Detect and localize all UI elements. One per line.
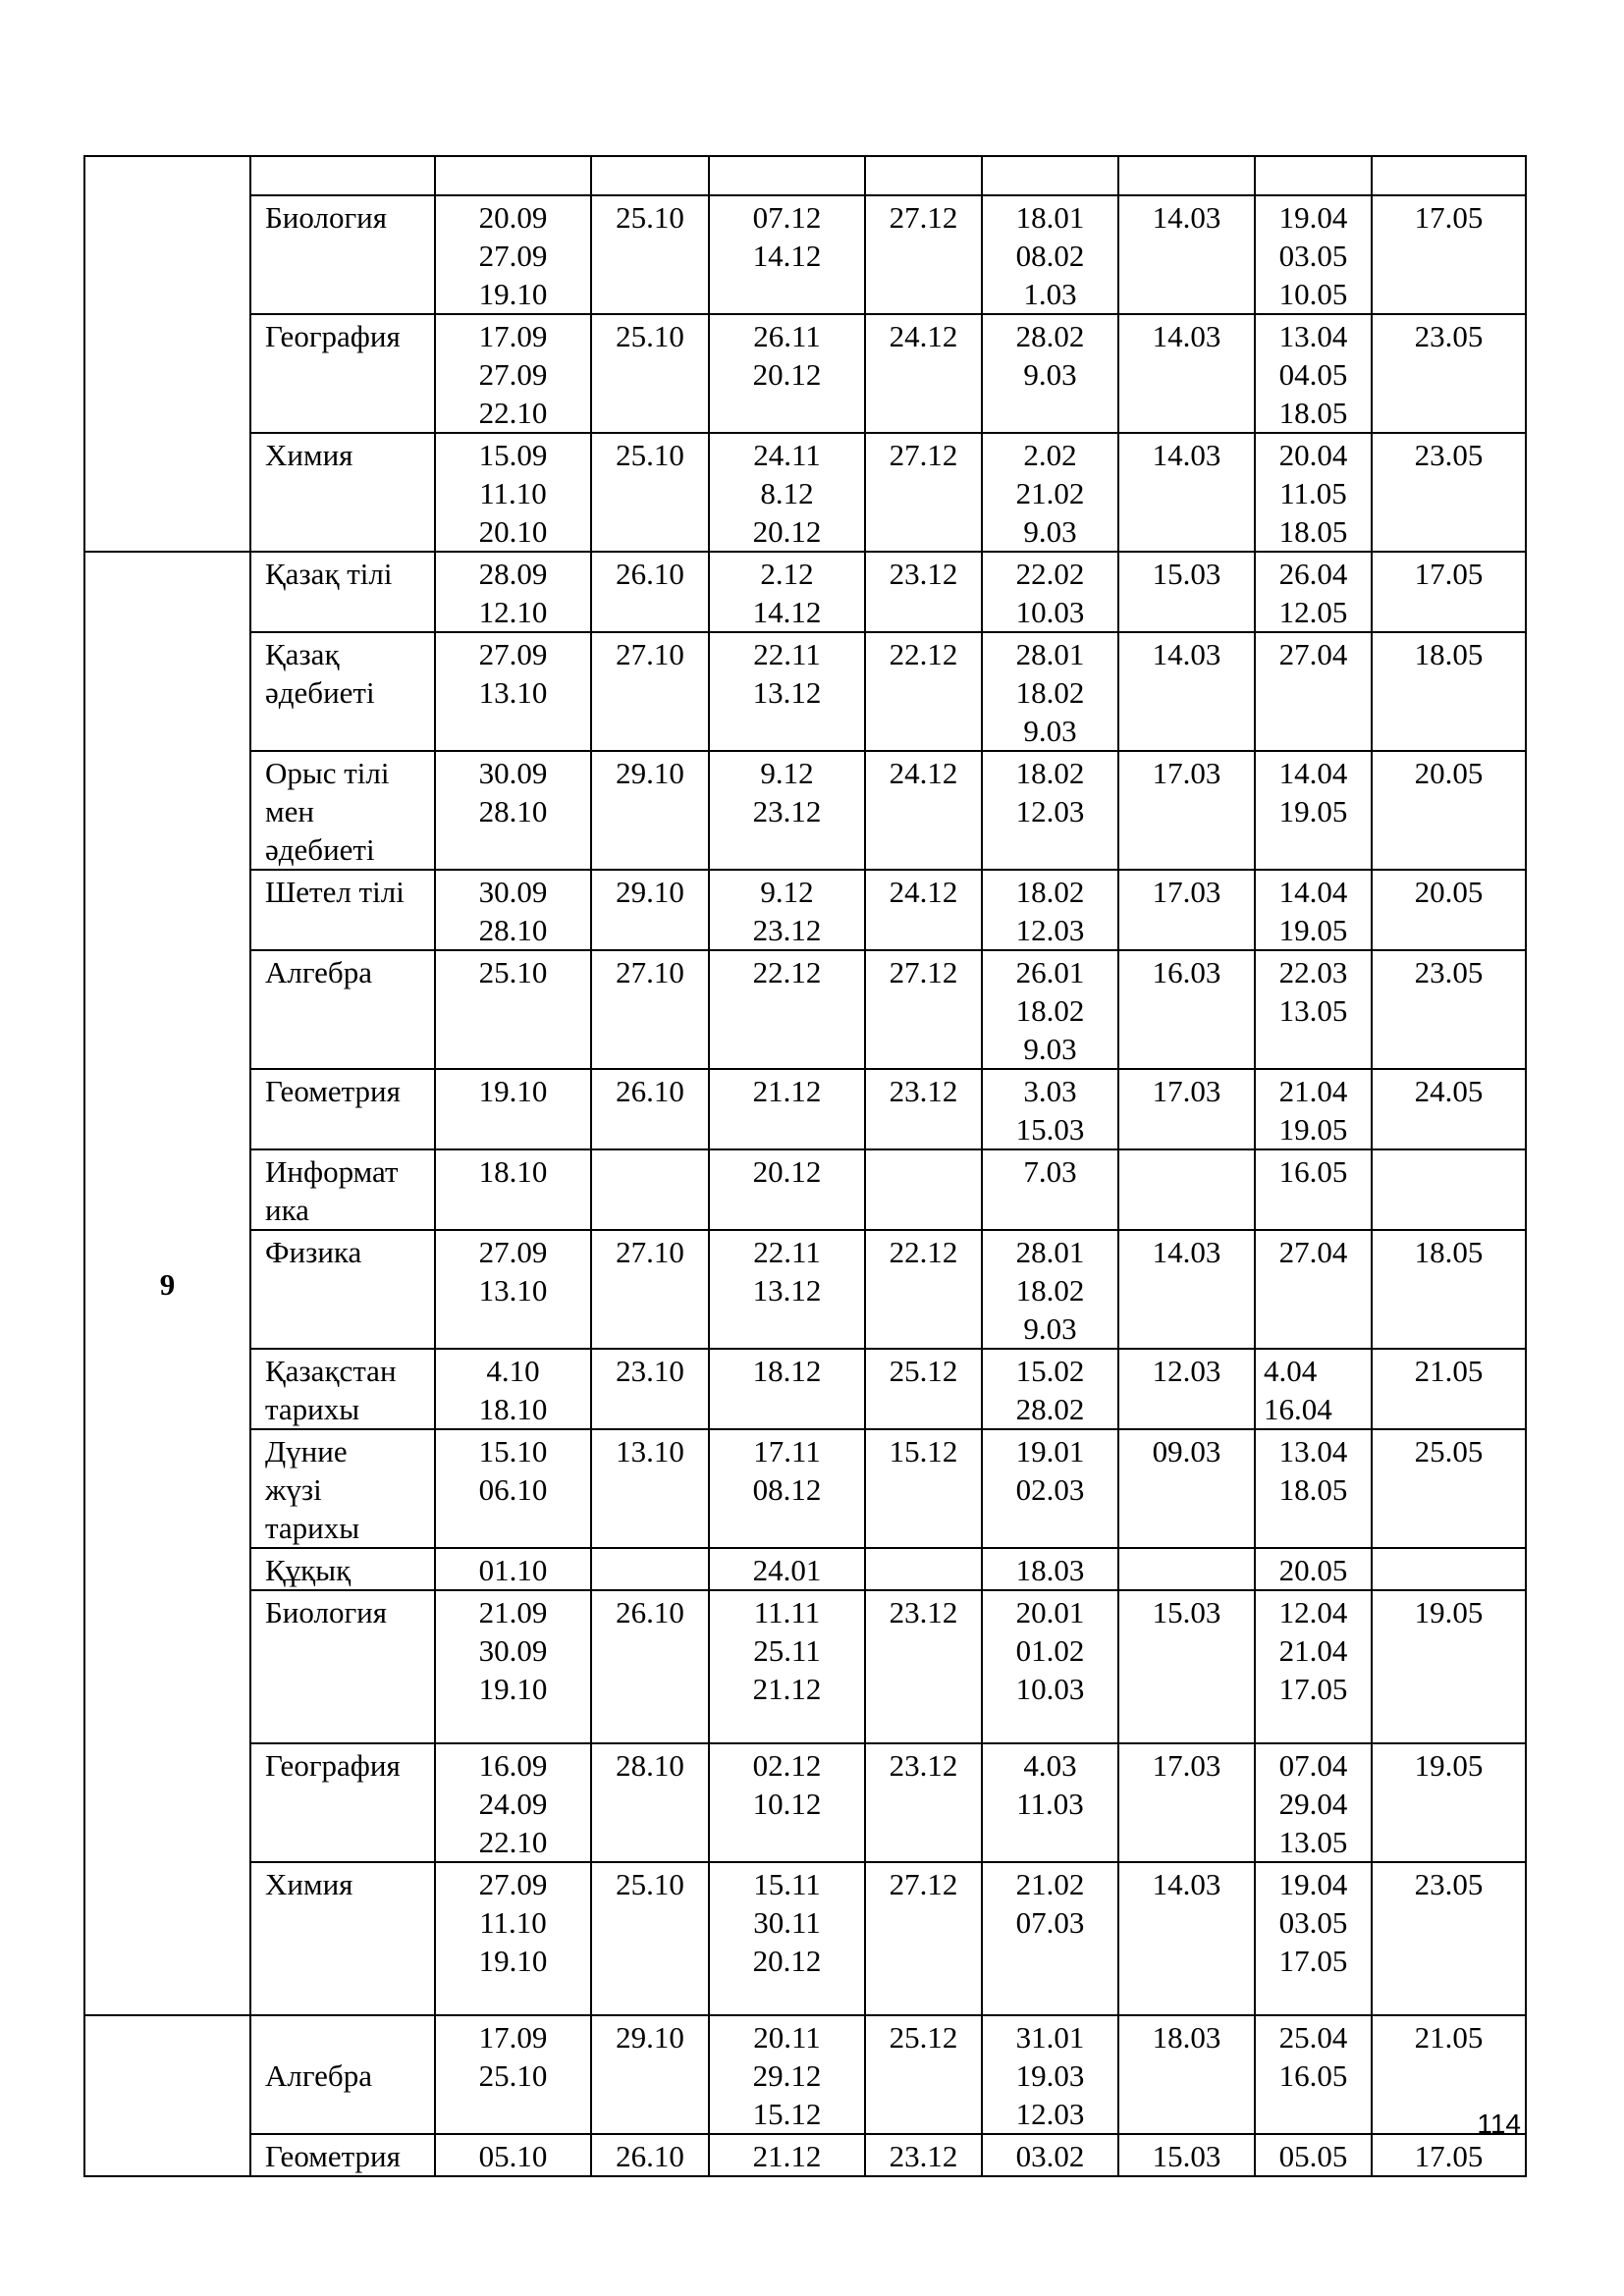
subject-cell: Дүние жүзі тарихы	[250, 1429, 435, 1548]
date-cell: 17.09 25.10	[435, 2015, 591, 2134]
date-cell: 12.04 21.04 17.05	[1255, 1590, 1372, 1743]
date-cell: 26.10	[591, 1590, 709, 1743]
date-cell: 21.05	[1372, 1349, 1526, 1429]
table-row	[84, 2015, 1526, 2134]
date-cell: 23.12	[865, 2134, 982, 2176]
date-cell	[1372, 1149, 1526, 1230]
date-cell: 18.05	[1372, 632, 1526, 751]
table-row	[84, 1349, 1526, 1429]
date-cell: 15.03	[1118, 2134, 1255, 2176]
date-cell: 18.05	[1372, 1230, 1526, 1349]
date-cell: 24.12	[865, 314, 982, 433]
subject-cell: Информат ика	[250, 1149, 435, 1230]
date-cell: 17.03	[1118, 751, 1255, 870]
subject-cell: Алгебра	[250, 950, 435, 1069]
table-row	[84, 1548, 1526, 1590]
date-cell: 27.12	[865, 950, 982, 1069]
date-cell: 05.10	[435, 2134, 591, 2176]
date-cell: 3.03 15.03	[982, 1069, 1118, 1149]
date-cell: 25.10	[591, 195, 709, 314]
date-cell: 20.12	[709, 1149, 865, 1230]
date-cell: 9.12 23.12	[709, 870, 865, 950]
date-cell: 19.10	[435, 1069, 591, 1149]
date-cell: 25.10	[591, 433, 709, 552]
date-cell: 19.01 02.03	[982, 1429, 1118, 1548]
date-cell: 22.11 13.12	[709, 1230, 865, 1349]
date-cell: 18.02 12.03	[982, 751, 1118, 870]
date-cell: 13.04 18.05	[1255, 1429, 1372, 1548]
date-cell: 4.10 18.10	[435, 1349, 591, 1429]
date-cell: 25.04 16.05	[1255, 2015, 1372, 2134]
date-cell: 15.03	[1118, 552, 1255, 632]
date-cell: 18.03	[982, 1548, 1118, 1590]
header-cell	[591, 156, 709, 195]
date-cell: 25.10	[435, 950, 591, 1069]
date-cell: 05.05	[1255, 2134, 1372, 2176]
date-cell: 20.05	[1255, 1548, 1372, 1590]
header-cell	[982, 156, 1118, 195]
date-cell: 23.05	[1372, 1862, 1526, 2015]
date-cell: 22.12	[709, 950, 865, 1069]
date-cell: 27.10	[591, 632, 709, 751]
date-cell: 29.10	[591, 2015, 709, 2134]
date-cell: 21.02 07.03	[982, 1862, 1118, 2015]
date-cell: 24.11 8.12 20.12	[709, 433, 865, 552]
date-cell: 4.04 16.04	[1255, 1349, 1372, 1429]
date-cell: 14.03	[1118, 433, 1255, 552]
date-cell: 20.05	[1372, 870, 1526, 950]
date-cell	[591, 1548, 709, 1590]
date-cell: 29.10	[591, 751, 709, 870]
date-cell: 23.05	[1372, 314, 1526, 433]
date-cell: 23.12	[865, 1590, 982, 1743]
date-cell: 21.12	[709, 2134, 865, 2176]
date-cell	[591, 1149, 709, 1230]
date-cell: 17.05	[1372, 195, 1526, 314]
date-cell: 18.10	[435, 1149, 591, 1230]
date-cell: 28.01 18.02 9.03	[982, 1230, 1118, 1349]
subject-cell: Құқық	[250, 1548, 435, 1590]
date-cell: 26.10	[591, 1069, 709, 1149]
date-cell: 27.04	[1255, 1230, 1372, 1349]
date-cell: 27.09 13.10	[435, 1230, 591, 1349]
table-row	[84, 1590, 1526, 1743]
date-cell: 31.01 19.03 12.03	[982, 2015, 1118, 2134]
header-cell	[865, 156, 982, 195]
table-row	[84, 195, 1526, 314]
subject-cell: Алгебра	[250, 2015, 435, 2134]
date-cell: 25.05	[1372, 1429, 1526, 1548]
date-cell: 27.09 11.10 19.10	[435, 1862, 591, 2015]
table-row	[84, 1429, 1526, 1548]
date-cell: 2.02 21.02 9.03	[982, 433, 1118, 552]
date-cell: 18.02 12.03	[982, 870, 1118, 950]
date-cell: 19.04 03.05 17.05	[1255, 1862, 1372, 2015]
table-row	[84, 433, 1526, 552]
date-cell: 25.12	[865, 2015, 982, 2134]
date-cell: 17.03	[1118, 1743, 1255, 1862]
date-cell: 30.09 28.10	[435, 870, 591, 950]
table-row	[84, 1149, 1526, 1230]
date-cell: 21.09 30.09 19.10	[435, 1590, 591, 1743]
date-cell: 23.05	[1372, 950, 1526, 1069]
table-row	[84, 2134, 1526, 2176]
date-cell: 22.02 10.03	[982, 552, 1118, 632]
date-cell: 15.03	[1118, 1590, 1255, 1743]
date-cell: 22.03 13.05	[1255, 950, 1372, 1069]
date-cell: 22.11 13.12	[709, 632, 865, 751]
grade-cell-prev	[84, 156, 250, 552]
date-cell: 21.04 19.05	[1255, 1069, 1372, 1149]
date-cell: 17.05	[1372, 2134, 1526, 2176]
date-cell: 21.05	[1372, 2015, 1526, 2134]
date-cell: 26.10	[591, 2134, 709, 2176]
subject-cell: Орыс тілі мен әдебиеті	[250, 751, 435, 870]
date-cell: 26.04 12.05	[1255, 552, 1372, 632]
table-row	[84, 950, 1526, 1069]
date-cell: 14.04 19.05	[1255, 870, 1372, 950]
date-cell: 12.03	[1118, 1349, 1255, 1429]
date-cell: 09.03	[1118, 1429, 1255, 1548]
schedule-table	[83, 155, 1527, 2177]
date-cell: 20.09 27.09 19.10	[435, 195, 591, 314]
date-cell: 17.03	[1118, 870, 1255, 950]
date-cell	[865, 1548, 982, 1590]
date-cell: 24.01	[709, 1548, 865, 1590]
date-cell: 16.05	[1255, 1149, 1372, 1230]
date-cell: 03.02	[982, 2134, 1118, 2176]
date-cell: 25.10	[591, 314, 709, 433]
date-cell: 27.10	[591, 950, 709, 1069]
date-cell: 25.10	[591, 1862, 709, 2015]
date-cell: 15.09 11.10 20.10	[435, 433, 591, 552]
date-cell: 24.05	[1372, 1069, 1526, 1149]
date-cell: 9.12 23.12	[709, 751, 865, 870]
date-cell: 30.09 28.10	[435, 751, 591, 870]
date-cell: 25.12	[865, 1349, 982, 1429]
date-cell: 11.11 25.11 21.12	[709, 1590, 865, 1743]
header-cell	[250, 156, 435, 195]
date-cell: 20.05	[1372, 751, 1526, 870]
date-cell: 23.12	[865, 1069, 982, 1149]
date-cell: 27.10	[591, 1230, 709, 1349]
date-cell: 21.12	[709, 1069, 865, 1149]
table-row	[84, 552, 1526, 632]
subject-cell: География	[250, 1743, 435, 1862]
header-cell	[1118, 156, 1255, 195]
date-cell: 24.12	[865, 870, 982, 950]
date-cell: 17.09 27.09 22.10	[435, 314, 591, 433]
date-cell: 14.03	[1118, 632, 1255, 751]
subject-cell: Шетел тілі	[250, 870, 435, 950]
table-row	[84, 632, 1526, 751]
subject-cell: Қазақ әдебиеті	[250, 632, 435, 751]
subject-cell: Физика	[250, 1230, 435, 1349]
date-cell: 7.03	[982, 1149, 1118, 1230]
header-cell	[1372, 156, 1526, 195]
date-cell	[1118, 1548, 1255, 1590]
date-cell: 14.03	[1118, 1862, 1255, 2015]
date-cell: 24.12	[865, 751, 982, 870]
date-cell: 27.12	[865, 1862, 982, 2015]
table-row	[84, 314, 1526, 433]
header-cell	[1255, 156, 1372, 195]
date-cell: 2.12 14.12	[709, 552, 865, 632]
date-cell: 14.03	[1118, 1230, 1255, 1349]
subject-cell: География	[250, 314, 435, 433]
subject-cell: Химия	[250, 433, 435, 552]
date-cell: 17.11 08.12	[709, 1429, 865, 1548]
subject-cell: Биология	[250, 1590, 435, 1743]
date-cell: 16.09 24.09 22.10	[435, 1743, 591, 1862]
subject-cell: Геометрия	[250, 1069, 435, 1149]
date-cell: 18.03	[1118, 2015, 1255, 2134]
date-cell: 16.03	[1118, 950, 1255, 1069]
date-cell: 29.10	[591, 870, 709, 950]
date-cell: 15.10 06.10	[435, 1429, 591, 1548]
date-cell: 22.12	[865, 632, 982, 751]
subject-cell: Қазақ тілі	[250, 552, 435, 632]
date-cell: 02.12 10.12	[709, 1743, 865, 1862]
date-cell: 13.10	[591, 1429, 709, 1548]
date-cell: 20.11 29.12 15.12	[709, 2015, 865, 2134]
date-cell: 17.03	[1118, 1069, 1255, 1149]
date-cell: 15.11 30.11 20.12	[709, 1862, 865, 2015]
date-cell: 28.09 12.10	[435, 552, 591, 632]
date-cell: 23.12	[865, 1743, 982, 1862]
date-cell: 28.01 18.02 9.03	[982, 632, 1118, 751]
date-cell: 23.05	[1372, 433, 1526, 552]
date-cell: 15.12	[865, 1429, 982, 1548]
subject-cell: Геометрия	[250, 2134, 435, 2176]
date-cell: 22.12	[865, 1230, 982, 1349]
header-empty-row	[84, 156, 1526, 195]
grade-cell: 9	[84, 552, 250, 2015]
grade-cell-next	[84, 2015, 250, 2176]
date-cell	[1372, 1548, 1526, 1590]
date-cell: 20.01 01.02 10.03	[982, 1590, 1118, 1743]
date-cell: 26.11 20.12	[709, 314, 865, 433]
date-cell: 19.05	[1372, 1743, 1526, 1862]
date-cell: 14.04 19.05	[1255, 751, 1372, 870]
date-cell: 26.01 18.02 9.03	[982, 950, 1118, 1069]
table-row	[84, 870, 1526, 950]
table-row	[84, 1230, 1526, 1349]
date-cell: 07.12 14.12	[709, 195, 865, 314]
date-cell: 23.10	[591, 1349, 709, 1429]
subject-cell: Биология	[250, 195, 435, 314]
date-cell: 27.09 13.10	[435, 632, 591, 751]
date-cell: 17.05	[1372, 552, 1526, 632]
date-cell: 27.12	[865, 433, 982, 552]
subject-cell: Қазақстан тарихы	[250, 1349, 435, 1429]
date-cell: 14.03	[1118, 314, 1255, 433]
date-cell: 18.01 08.02 1.03	[982, 195, 1118, 314]
table-row	[84, 751, 1526, 870]
date-cell: 27.04	[1255, 632, 1372, 751]
date-cell: 14.03	[1118, 195, 1255, 314]
date-cell: 13.04 04.05 18.05	[1255, 314, 1372, 433]
page-number: 114	[1477, 2109, 1521, 2139]
date-cell: 19.04 03.05 10.05	[1255, 195, 1372, 314]
date-cell: 26.10	[591, 552, 709, 632]
date-cell: 4.03 11.03	[982, 1743, 1118, 1862]
date-cell: 19.05	[1372, 1590, 1526, 1743]
date-cell	[1118, 1149, 1255, 1230]
schedule-table-body	[84, 156, 1526, 2176]
table-row	[84, 1743, 1526, 1862]
date-cell: 20.04 11.05 18.05	[1255, 433, 1372, 552]
table-row	[84, 1862, 1526, 2015]
date-cell: 23.12	[865, 552, 982, 632]
header-cell	[435, 156, 591, 195]
date-cell: 18.12	[709, 1349, 865, 1429]
date-cell: 28.02 9.03	[982, 314, 1118, 433]
date-cell: 01.10	[435, 1548, 591, 1590]
date-cell: 07.04 29.04 13.05	[1255, 1743, 1372, 1862]
table-row	[84, 1069, 1526, 1149]
date-cell: 27.12	[865, 195, 982, 314]
date-cell: 28.10	[591, 1743, 709, 1862]
subject-cell: Химия	[250, 1862, 435, 2015]
date-cell: 15.02 28.02	[982, 1349, 1118, 1429]
date-cell	[865, 1149, 982, 1230]
header-cell	[709, 156, 865, 195]
